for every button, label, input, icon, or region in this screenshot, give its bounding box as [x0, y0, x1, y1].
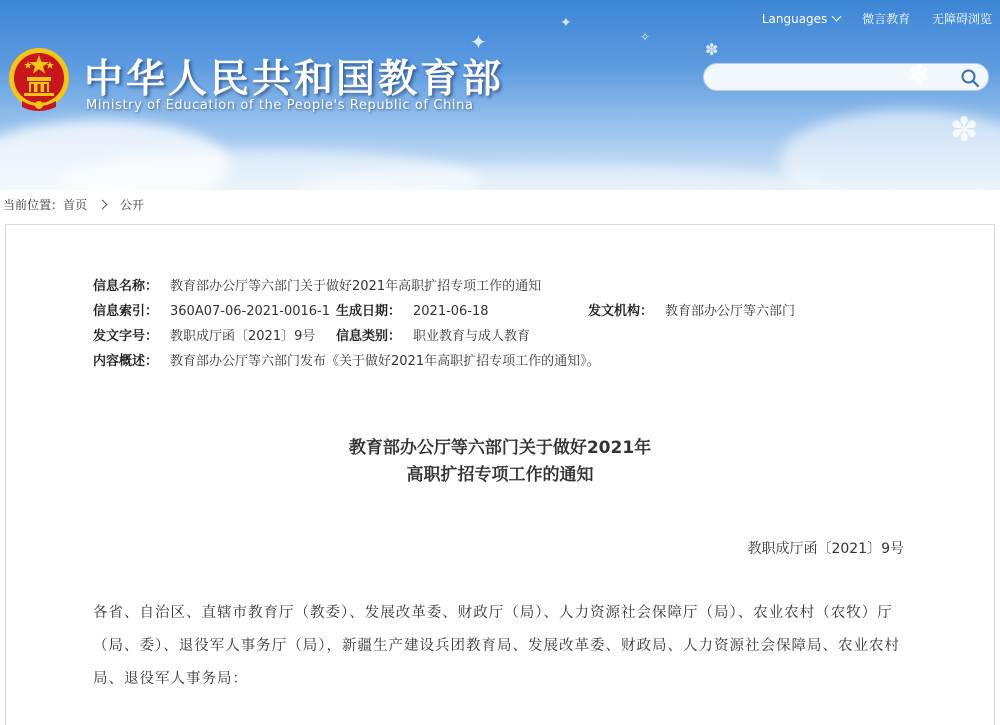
- breadcrumb: [3, 196, 144, 213]
- info-category-label: 信息类别：: [336, 329, 402, 344]
- info-org-label: 发文机构：: [588, 304, 654, 319]
- meta-row-docno: [93, 325, 600, 350]
- national-emblem-icon[interactable]: [8, 45, 70, 115]
- sparkle-icon: ✦: [470, 30, 487, 54]
- search-input[interactable]: [716, 67, 955, 89]
- languages-menu[interactable]: [744, 12, 840, 26]
- search-icon[interactable]: [960, 68, 980, 88]
- top-links: [726, 10, 992, 27]
- info-date-value: 2021-06-18: [413, 304, 489, 319]
- info-date-label: 生成日期：: [336, 304, 402, 319]
- dandelion-icon: ✽: [950, 110, 979, 150]
- search-box: [703, 63, 989, 91]
- article-panel: [5, 224, 995, 725]
- info-metadata: [93, 275, 796, 375]
- site-title-en: Ministry of Education of the People's Republic of China: [86, 98, 474, 113]
- info-name-label: 信息名称：: [93, 279, 159, 294]
- info-index-value: 360A07-06-2021-0016-1: [170, 304, 331, 319]
- breadcrumb-current-link[interactable]: 公开: [120, 198, 145, 212]
- site-title-cn[interactable]: 中华人民共和国教育部: [84, 57, 505, 102]
- weibo-link[interactable]: 微言教育: [862, 12, 911, 26]
- document-title-line2: 高职扩招专项工作的通知: [406, 465, 594, 485]
- document-title-line1: 教育部办公厅等六部门关于做好2021年: [348, 438, 652, 458]
- info-org-value: 教育部办公厅等六部门: [665, 304, 796, 319]
- meta-row-summary: [93, 350, 600, 375]
- languages-label: Languages: [761, 12, 828, 26]
- info-category-value: 职业教育与成人教育: [413, 329, 531, 344]
- meta-row-name: [93, 275, 600, 300]
- info-summary-label: 内容概述：: [93, 354, 159, 369]
- info-docno-value: 教职成厅函〔2021〕9号: [170, 329, 316, 344]
- chevron-right-icon: [98, 200, 108, 210]
- info-summary-value: 教育部办公厅等六部门发布《关于做好2021年高职扩招专项工作的通知》。: [170, 354, 600, 369]
- document-body: 各省、自治区、直辖市教育厅（教委）、发展改革委、财政厅（局）、人力资源社会保障厅（局）、农业农村（农牧）厅（局、委）、退役军人事务厅（局），新疆生产建设兵团教育局、发展改革委、财政局、人力资源社会保障局、农业农村局、退役军人事务局：: [93, 605, 900, 687]
- breadcrumb-home-link[interactable]: 首页: [63, 198, 88, 212]
- document-title: [6, 435, 994, 489]
- sparkle-icon: ✦: [560, 15, 572, 31]
- chevron-down-icon: [832, 12, 842, 22]
- meta-row-index: [93, 300, 796, 325]
- info-docno-label: 发文字号：: [93, 329, 159, 344]
- info-index-label: 信息索引：: [93, 304, 159, 319]
- info-name-value: 教育部办公厅等六部门关于做好2021年高职扩招专项工作的通知: [170, 279, 542, 294]
- breadcrumb-prefix: 当前位置：: [3, 198, 64, 212]
- sparkle-icon: ✧: [640, 30, 651, 44]
- site-header: [0, 0, 1000, 190]
- accessibility-link[interactable]: 无障碍浏览: [931, 12, 992, 26]
- document-number: 教职成厅函〔2021〕9号: [747, 541, 904, 557]
- dandelion-icon: ✽: [705, 40, 719, 59]
